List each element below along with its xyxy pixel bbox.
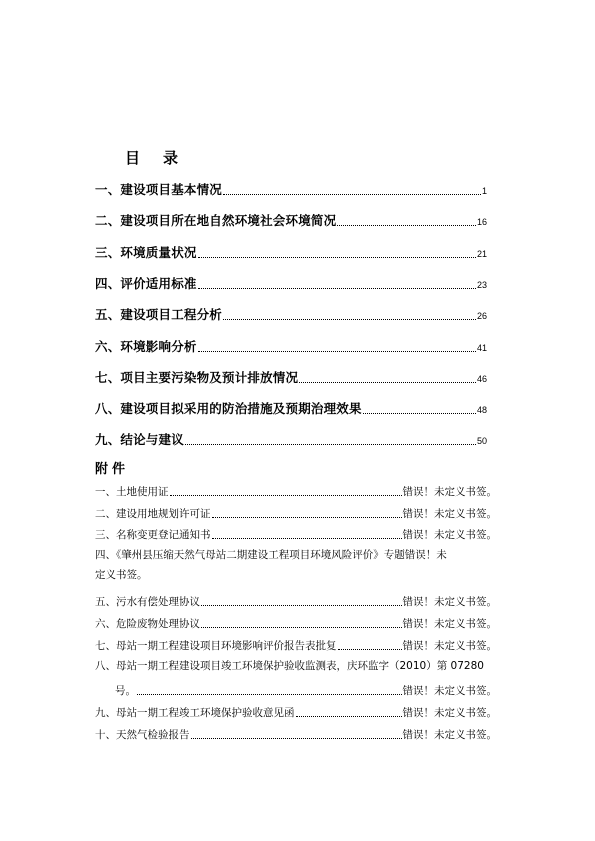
toc-entry-page: 21 (476, 249, 487, 259)
appendix-item-label: 三、名称变更登记通知书 (95, 529, 211, 541)
leader-dots (212, 517, 402, 518)
toc-entry-label: 八、建设项目拟采用的防治措施及预期治理效果 (95, 401, 362, 416)
appendix-item[interactable] (95, 638, 497, 653)
toc-title (125, 147, 179, 168)
appendix-item-label: 五、污水有偿处理协议 (95, 596, 200, 608)
toc-entry[interactable] (95, 180, 487, 198)
leader-dots (198, 351, 476, 352)
appendix-item[interactable] (95, 727, 497, 742)
toc-entry-label: 六、环境影响分析 (95, 339, 197, 354)
toc-entry-label: 三、环境质量状况 (95, 245, 197, 260)
bookmark-error-text: 错误！未定义书签。 (402, 685, 497, 697)
toc-entry[interactable] (95, 368, 487, 386)
appendix-item[interactable] (95, 527, 497, 542)
toc-entry[interactable] (95, 305, 487, 323)
appendix-item-label: 九、母站一期工程竣工环境保护验收意见函 (95, 707, 295, 719)
leader-dots (201, 605, 402, 606)
toc-entry[interactable] (95, 399, 487, 417)
toc-entry-label: 一、建设项目基本情况 (95, 182, 223, 197)
appendix-item-label: 七、母站一期工程建设项目环境影响评价报告表批复 (95, 640, 337, 652)
toc-entry-page: 48 (476, 405, 487, 415)
leader-dots (198, 257, 476, 258)
appendix-item[interactable] (95, 484, 497, 499)
leader-dots (223, 319, 476, 320)
leader-dots (191, 738, 402, 739)
bookmark-error-text: 错误！未定义书签。 (402, 618, 497, 630)
leader-dots (185, 444, 476, 445)
leader-dots (338, 649, 402, 650)
appendix-item-continuation[interactable] (115, 683, 497, 698)
toc-entry-label: 九、结论与建议 (95, 432, 184, 447)
toc-entry[interactable] (95, 337, 487, 355)
toc-entry-label: 四、评价适用标准 (95, 276, 197, 291)
appendix-item[interactable] (95, 545, 507, 585)
toc-entry[interactable] (95, 211, 487, 229)
leader-dots (299, 382, 476, 383)
toc-entry-label: 五、建设项目工程分析 (95, 307, 223, 322)
appendix-item-label: 号。 (115, 685, 136, 697)
appendix-item[interactable] (95, 594, 497, 609)
appendix-item[interactable] (95, 616, 497, 631)
leader-dots (223, 194, 481, 195)
toc-entry-page: 50 (476, 436, 487, 446)
toc-entry[interactable] (95, 243, 487, 261)
bookmark-error-text: 错误！未定义书签。 (402, 707, 497, 719)
toc-entry-label: 二、建设项目所在地自然环境社会环境简况 (95, 213, 337, 228)
bookmark-error-text: 错误！未定义书签。 (402, 640, 497, 652)
toc-entry-page: 46 (476, 374, 487, 384)
toc-title-char-1: 目 (125, 149, 142, 167)
toc-entry-page: 16 (476, 217, 487, 227)
leader-dots (198, 288, 476, 289)
leader-dots (363, 413, 476, 414)
toc-entry[interactable] (95, 274, 487, 292)
appendix-item-label: 二、建设用地规划许可证 (95, 508, 211, 520)
appendix-item-label: 一、土地使用证 (95, 486, 169, 498)
toc-entry[interactable] (95, 430, 487, 448)
leader-dots (337, 225, 476, 226)
appendix-item[interactable] (95, 705, 497, 720)
toc-entry-label: 七、项目主要污染物及预计排放情况 (95, 370, 299, 385)
bookmark-error-text: 错误！未定义书签。 (402, 529, 497, 541)
leader-dots (137, 694, 402, 695)
toc-entry-page: 26 (476, 311, 487, 321)
leader-dots (212, 538, 402, 539)
leader-dots (201, 627, 402, 628)
bookmark-error-text: 错误！未定义书签。 (402, 596, 497, 608)
appendix-item-label: 六、危险废物处理协议 (95, 618, 200, 630)
appendix-item[interactable] (95, 506, 497, 521)
appendix-title: 附件 (95, 462, 130, 477)
toc-title-char-2: 录 (163, 149, 180, 167)
toc-entry-page: 23 (476, 280, 487, 290)
bookmark-error-text: 错误！未定义书签。 (402, 729, 497, 741)
toc-entry-page: 41 (476, 343, 487, 353)
toc-entry-page: 1 (481, 186, 487, 196)
leader-dots (296, 716, 402, 717)
bookmark-error-text: 错误！未 (404, 549, 447, 561)
bookmark-error-text: 错误！未定义书签。 (402, 508, 497, 520)
bookmark-error-text: 错误！未定义书签。 (402, 486, 497, 498)
appendix-item[interactable] (95, 656, 515, 676)
appendix-item-label: 四、《肇州县压缩天然气母站二期建设工程项目环境风险评价》专题 (95, 549, 405, 561)
leader-dots (170, 495, 402, 496)
appendix-item-label: 八、母站一期工程建设项目竣工环境保护验收监测表，庆环监字（2010）第 07280 (95, 660, 484, 672)
appendix-item-label: 十、天然气检验报告 (95, 729, 190, 741)
bookmark-error-text: 定义书签。 (95, 569, 148, 581)
